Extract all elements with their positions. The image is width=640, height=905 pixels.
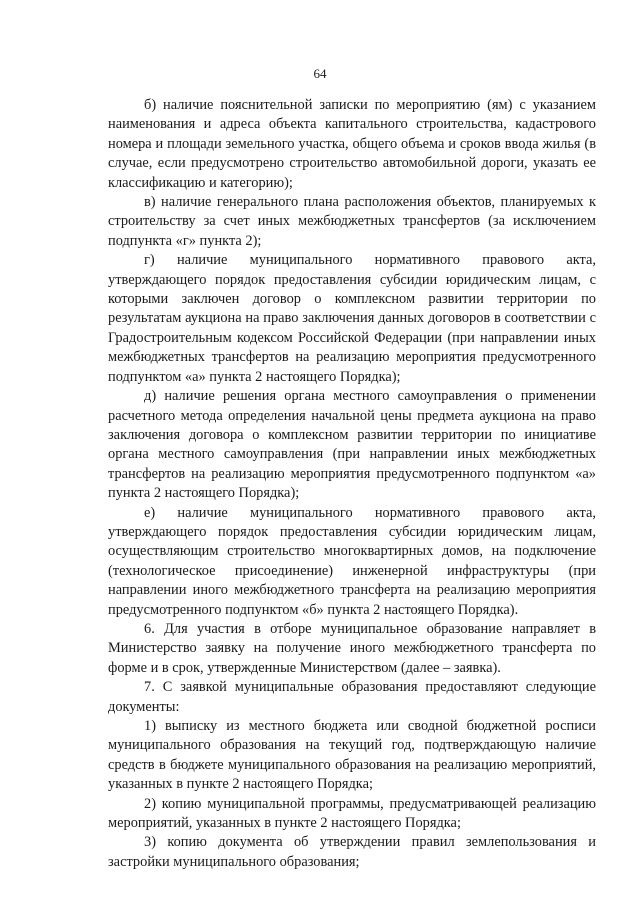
paragraph-v: в) наличие генерального плана расположения объектов, планируемых к строительству за счет иных межбюджетных трансфертов (за исключением подпункта «г» пункта 2);	[108, 194, 596, 249]
paragraph-7-2: 2) копию муниципальной программы, предусматривающей реализацию мероприятий, указанных в пункте 2 настоящего Порядка;	[108, 795, 596, 832]
paragraph-d: д) наличие решения органа местного самоуправления о применении расчетного метода определения начальной цены предмета аукциона на право заключения договора о комплексном развитии территории по инициативе органа местного самоуправления (при направлении иных межбюджетных трансфертов на реализацию мероприятия предусмотренного подпунктом «а» пункта 2 настоящего Порядка);	[108, 388, 596, 502]
paragraph-e: е) наличие муниципального нормативного правового акта, утверждающего порядок предоставления субсидии юридическим лицам, осуществляющим строительство многоквартирных домов, на подключение (технологическое присоединение) инженерной инфраструктуры (при направлении иного межбюджетного трансферта на реализацию мероприятия предусмотренного подпунктом «б» пункта 2 настоящего Порядка).	[108, 504, 596, 618]
paragraph-7-3: 3) копию документа об утверждении правил землепользования и застройки муниципального образования;	[108, 834, 596, 870]
paragraph-7-1: 1) выписку из местного бюджета или сводной бюджетной росписи муниципального образования на текущий год, подтверждающую наличие средств в бюджете муниципального образования на реализацию мероприятий, указанных в пункте 2 настоящего Порядка;	[108, 718, 596, 793]
document-body	[108, 96, 596, 872]
paragraph-7: 7. С заявкой муниципальные образования предоставляют следующие документы:	[108, 679, 596, 715]
paragraph-6: 6. Для участия в отборе муниципальное образование направляет в Министерство заявку на получение иного межбюджетного трансферта по форме и в срок, утвержденные Министерством (далее – заявка).	[108, 620, 596, 676]
paragraph-b: б) наличие пояснительной записки по мероприятию (ям) с указанием наименования и адреса объекта капитального строительства, кадастрового номера и площади земельного участка, общего объема и сроков ввода жилья (в случае, если предусмотрено строительство автомобильной дороги, указать ее классификацию и категорию);	[108, 97, 596, 191]
paragraph-g: г) наличие муниципального нормативного правового акта, утверждающего порядок предоставления субсидии юридическим лицам, с которыми заключен договор о комплексном развитии территории по результатам аукциона на право заключения данных договоров в соответствии с Градостроительным кодексом Российской Федерации (при направлении иных межбюджетных трансфертов на реализацию мероприятия предусмотренного подпунктом «а» пункта 2 настоящего Порядка);	[108, 252, 596, 385]
page-number: 64	[313, 66, 327, 81]
